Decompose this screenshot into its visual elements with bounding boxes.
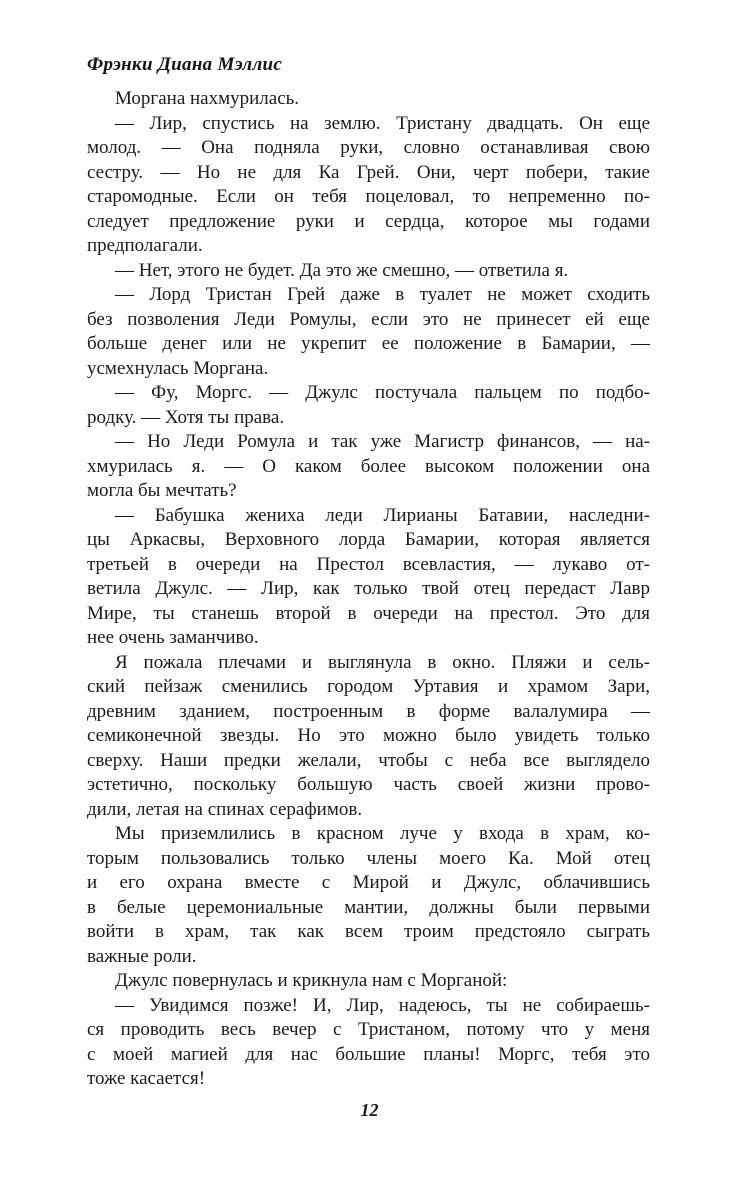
text-line: — Лорд Тристан Грей даже в туалет не может сходить xyxy=(115,284,650,305)
text-line: важные роли. xyxy=(87,945,197,967)
body-text xyxy=(87,87,650,1092)
text-line: следует предложение руки и сердца, которое мы годами xyxy=(87,210,650,232)
text-line: войти в храм, так как всем троим предстояло сыграть xyxy=(87,921,650,942)
text-line: ся проводить весь вечер с Тристаном, потому что у меня xyxy=(87,1019,650,1040)
text-line: — Фу, Моргс. — Джулс постучала пальцем по подбо- xyxy=(115,382,650,403)
text-line: ский пейзаж сменились городом Уртавия и храмом Зари, xyxy=(87,676,650,697)
text-line: — Бабушка жениха леди Лирианы Батавии, наследни- xyxy=(115,504,650,526)
text-line: Моргана нахмурилась. xyxy=(115,88,300,109)
text-line: древним зданием, построенным в форме валалумира — xyxy=(87,700,650,722)
text-line: — Лир, спустись на землю. Тристану двадцать. Он еще xyxy=(115,112,650,134)
text-line: молод. — Она подняла руки, словно останавливая свою xyxy=(87,137,650,158)
text-line: хмурилась я. — О каком более высоком положении она xyxy=(87,455,650,477)
text-line: родку. — Хотя ты права. xyxy=(87,406,285,428)
text-line: Мы приземлились в красном луче у входа в храм, ко- xyxy=(115,823,650,844)
text-line: Я пожала плечами и выглянула в окно. Пляжи и сель- xyxy=(115,651,650,673)
text-line: сверху. Наши предки желали, чтобы с неба все выглядело xyxy=(87,749,650,771)
text-line: усмехнулась Моргана. xyxy=(87,357,269,379)
text-line: Джулс повернулась и крикнула нам с Морганой: xyxy=(115,970,508,991)
text-line: с моей магией для нас большие планы! Моргс, тебя это xyxy=(87,1043,650,1065)
text-line: предполагали. xyxy=(87,235,203,256)
text-line: ветила Джулс. — Лир, как только твой отец передаст Лавр xyxy=(87,578,650,599)
text-line: торым пользовались только члены моего Ка. Мой отец xyxy=(87,847,650,869)
text-line: и его охрана вместе с Мирой и Джулс, облачившись xyxy=(87,872,650,893)
page-number: 12 xyxy=(360,1100,379,1120)
text-line: больше денег или не укрепит ее положение в Бамарии, — xyxy=(87,333,650,354)
text-line: могла бы мечтать? xyxy=(87,480,237,501)
text-line: сестру. — Но не для Ка Грей. Они, черт побери, такие xyxy=(87,161,650,183)
text-line: дили, летая на спинах серафимов. xyxy=(87,798,363,820)
text-line: — Но Леди Ромула и так уже Магистр финансов, — на- xyxy=(115,431,650,452)
text-line: тоже касается! xyxy=(87,1068,206,1089)
text-line: эстетично, поскольку большую часть своей жизни прово- xyxy=(87,774,650,795)
text-line: семиконечной звезды. Но это можно было увидеть только xyxy=(87,725,650,746)
text-line: без позволения Леди Ромулы, если это не принесет ей еще xyxy=(87,308,650,330)
text-line: в белые церемониальные мантии, должны были первыми xyxy=(87,896,650,918)
running-header-author: Фрэнки Диана Мэллис xyxy=(87,54,283,75)
text-line: старомодные. Если он тебя поцеловал, то непременно по- xyxy=(87,186,650,207)
text-line: третьей в очереди на Престол всевластия, — лукаво от- xyxy=(87,553,650,575)
text-line: цы Аркасвы, Верховного лорда Бамарии, которая является xyxy=(87,529,650,550)
text-line: нее очень заманчиво. xyxy=(87,627,259,648)
text-line: — Увидимся позже! И, Лир, надеюсь, ты не собираешь- xyxy=(115,994,650,1016)
text-line: — Нет, этого не будет. Да это же смешно, — ответила я. xyxy=(115,259,569,281)
text-line: Мире, ты станешь второй в очереди на престол. Это для xyxy=(87,602,650,624)
